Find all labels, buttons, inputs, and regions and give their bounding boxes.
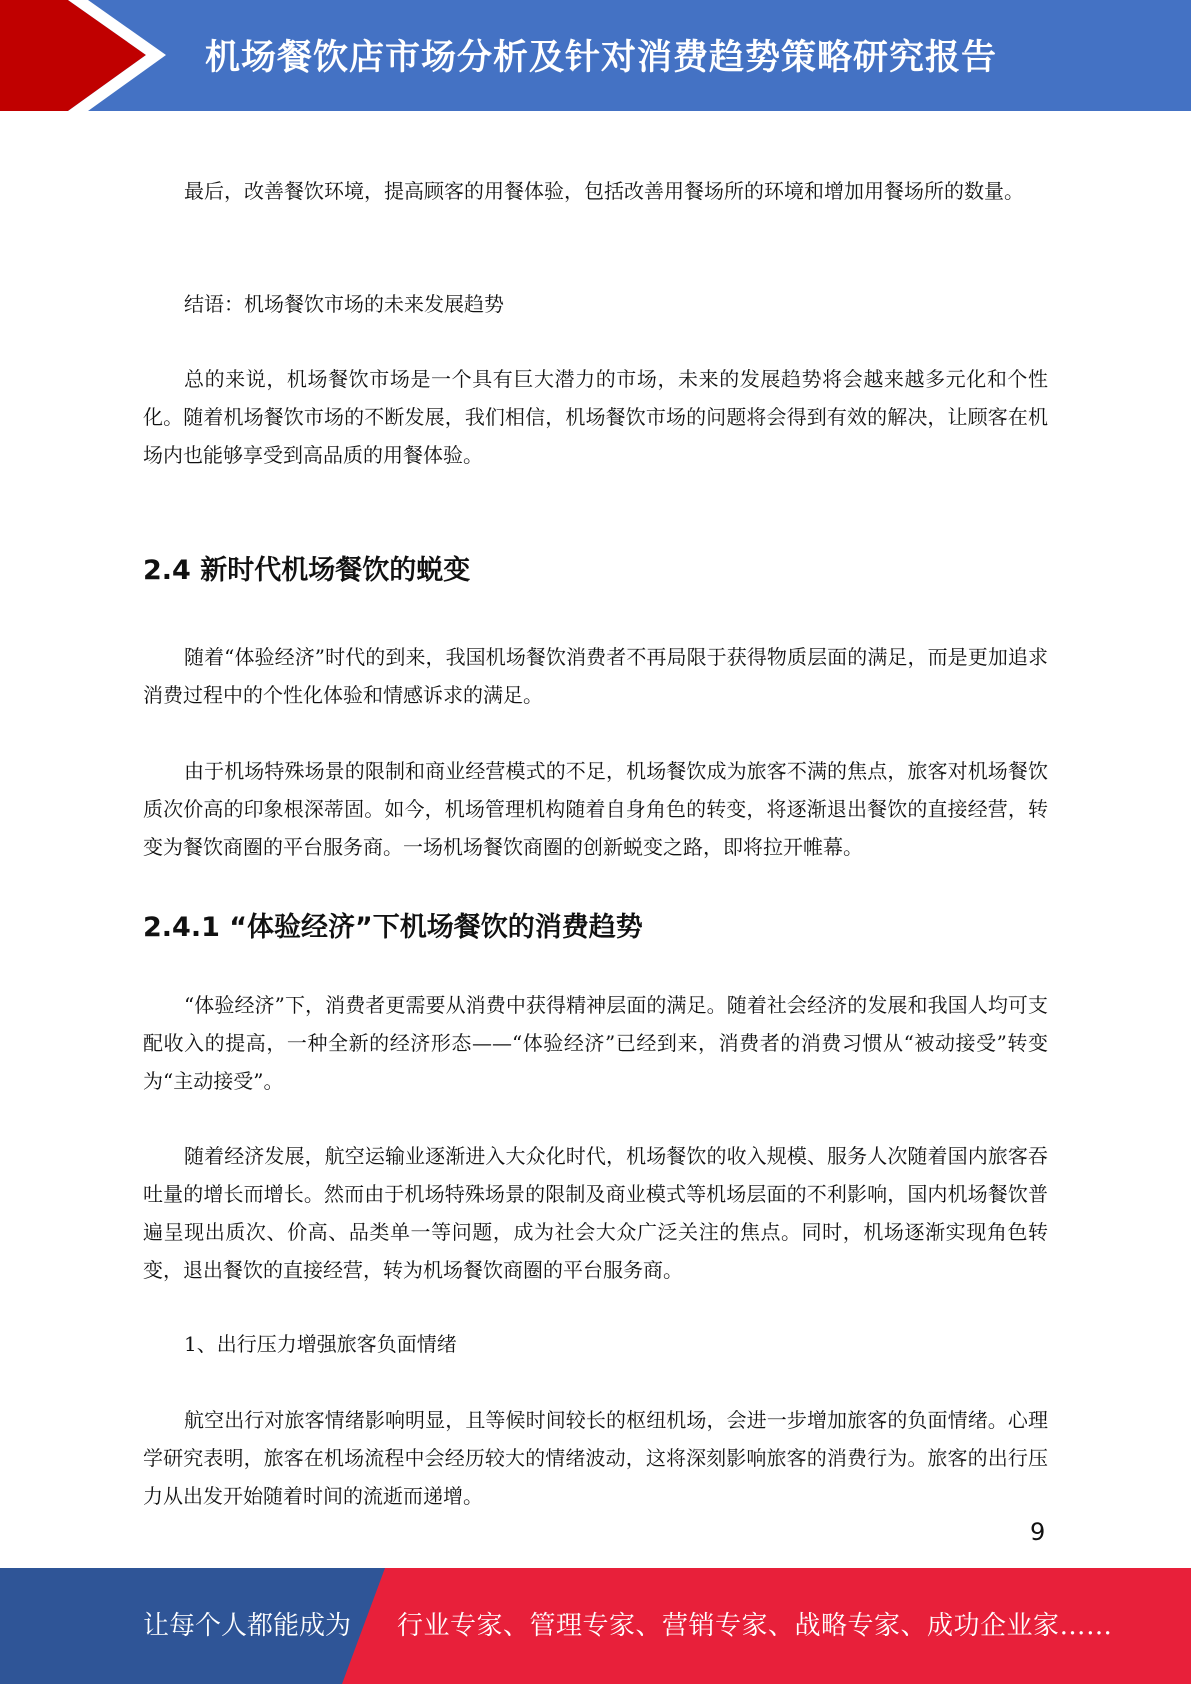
paragraph-travel-pressure-detail: 航空出行对旅客情绪影响明显，且等候时间较长的枢纽机场，会进一步增加旅客的负面情绪。心理学研究表明，旅客在机场流程中会经历较大的情绪波动，这将深刻影响旅客的消费行为。旅客的出行压力从出发开始随着时间的流逝而递增。 [143,1408,1048,1508]
paragraph-airport-dining-transformation: 由于机场特殊场景的限制和商业经营模式的不足，机场餐饮成为旅客不满的焦点，旅客对机场餐饮质次价高的印象根深蒂固。如今，机场管理机构随着自身角色的转变，将逐渐退出餐饮的直接经营，转变为餐饮商圈的平台服务商。一场机场餐饮商圈的创新蜕变之路，即将拉开帷幕。 [143,759,1048,859]
page-header [0,0,1191,111]
page-number: 9 [1030,1518,1046,1546]
paragraph-experience-economy-intro: 随着“体验经济”时代的到来，我国机场餐饮消费者不再局限于获得物质层面的满足，而是更加追求消费过程中的个性化体验和情感诉求的满足。 [143,645,1048,707]
paragraph-airport-dining-problems: 随着经济发展，航空运输业逐渐进入大众化时代，机场餐饮的收入规模、服务人次随着国内旅客吞吐量的增长而增长。然而由于机场特殊场景的限制及商业模式等机场层面的不利影响，国内机场餐饮普遍呈现出质次、价高、品类单一等问题，成为社会大众广泛关注的焦点。同时，机场逐渐实现角色转变，退出餐饮的直接经营，转为机场餐饮商圈的平台服务商。 [143,1144,1048,1282]
paragraph-improve-environment: 最后，改善餐饮环境，提高顾客的用餐体验，包括改善用餐场所的环境和增加用餐场所的数量。 [184,179,1024,203]
footer-slogan-left: 让每个人都能成为 [143,1611,352,1641]
paragraph-conclusion-label: 结语：机场餐饮市场的未来发展趋势 [184,292,504,316]
header-title: 机场餐饮店市场分析及针对消费趋势策略研究报告 [205,38,998,78]
paragraph-experience-economy-consumption: “体验经济”下，消费者更需要从消费中获得精神层面的满足。随着社会经济的发展和我国人均可支配收入的提高，一种全新的经济形态——“体验经济”已经到来，消费者的消费习惯从“被动接受”转变为“主动接受”。 [143,993,1048,1093]
paragraph-conclusion-summary: 总的来说，机场餐饮市场是一个具有巨大潜力的市场，未来的发展趋势将会越来越多元化和个性化。随着机场餐饮市场的不断发展，我们相信，机场餐饮市场的问题将会得到有效的解决，让顾客在机场内也能够享受到高品质的用餐体验。 [143,367,1048,467]
page-footer [0,1568,1191,1684]
footer-slogan-right: 行业专家、管理专家、营销专家、战略专家、成功企业家…… [397,1611,1113,1641]
section-heading-2-4: 2.4 新时代机场餐饮的蜕变 [143,555,471,586]
paragraph-travel-pressure-label: 1、出行压力增强旅客负面情绪 [184,1332,457,1356]
section-heading-2-4-1: 2.4.1 “体验经济”下机场餐饮的消费趋势 [143,912,643,943]
